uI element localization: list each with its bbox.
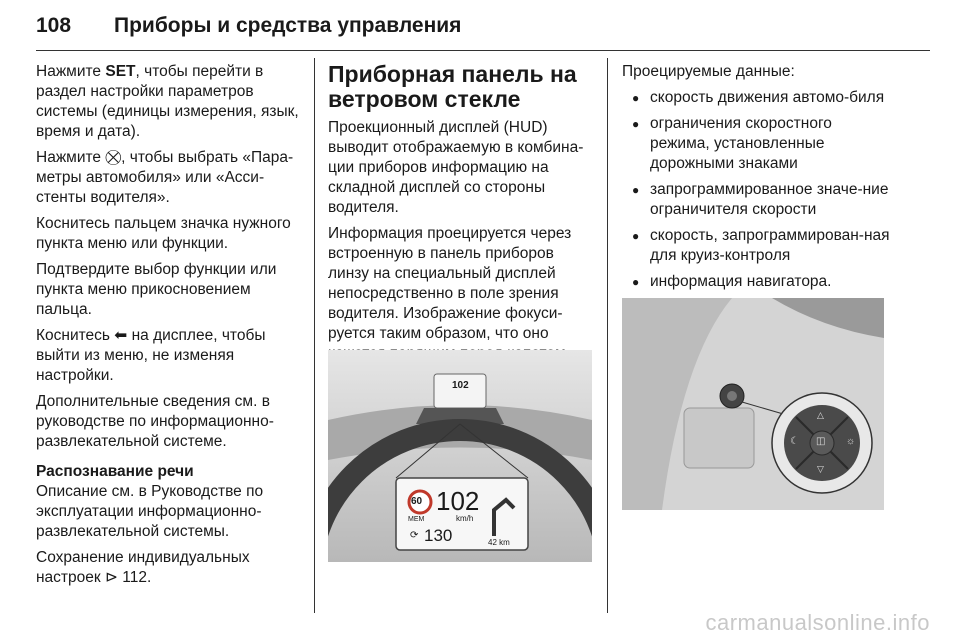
page-title: Приборы и средства управления — [114, 14, 462, 37]
list-item: ● скорость движения автомо-биля — [622, 88, 894, 108]
paragraph: Сохранение индивидуальных настроек ⊳ 112. — [36, 549, 250, 586]
paragraph: Нажмите ⛒, чтобы выбрать «Пара-метры автомобиля» или «Асси-стенты водителя». — [36, 149, 294, 206]
page-reference-icon: ⊳ — [104, 569, 118, 586]
hud-switch-drawing — [622, 298, 884, 510]
list-item: ● скорость, запрограммирован-ная для круиз-контроля — [622, 226, 894, 266]
paragraph: Нажмите SET, чтобы перейти в раздел настройки параметров системы (единицы измерения, язык, время и дата). — [36, 63, 299, 140]
section-title-hud: Приборная панель на ветровом стекле — [328, 61, 577, 112]
paragraph: Проекционный дисплей (HUD) выводит отображаемую в комбина-ции приборов информацию на складной дисплей со стороны водителя. — [328, 119, 584, 216]
column-left — [36, 62, 306, 594]
down-arrow-icon: ▽ — [817, 464, 824, 474]
vehicle-settings-icon: ⛒ — [105, 149, 122, 166]
cruise-control-icon: ⟳ — [410, 530, 419, 541]
up-arrow-icon: △ — [817, 410, 824, 420]
hud-small-speed: 102 — [452, 380, 469, 391]
hud-illustration — [328, 350, 592, 562]
subheading-voice-recognition: Распознавание речи — [36, 463, 194, 480]
paragraph: Информация проецируется через встроенную в панель приборов линзу на специальный дисплей непосредственно в поле зрения водителя. Изображение фокуси-руется таким образом, что оно — [328, 225, 572, 342]
speed-unit: km/h — [456, 514, 474, 523]
paragraph: Коснитесь ⬅ на дисплее, чтобы выйти из меню, не изменяя настройки. — [36, 327, 266, 384]
set-button-label: SET — [105, 63, 136, 80]
paragraph: Подтвердите выбор функции или пункта меню прикосновением пальца. — [36, 261, 277, 318]
memory-label: MEM — [408, 516, 425, 523]
hud-speed: 102 — [436, 486, 480, 516]
column-divider — [607, 58, 608, 613]
column-right — [622, 62, 894, 298]
list-item: ● информация навигатора. — [622, 272, 894, 292]
hud-mode-icon: ◫ — [816, 436, 826, 447]
paragraph: Коснитесь пальцем значка нужного пункта меню или функции. — [36, 215, 291, 252]
page-number: 108 — [36, 14, 72, 37]
projected-data-list — [622, 88, 894, 292]
column-divider — [314, 58, 315, 613]
navigation-distance: 42 km — [488, 538, 510, 547]
speed-limit-sign: 60 — [411, 496, 423, 507]
paragraph: Дополнительные сведения см. в руководстве по информационно-развлекательной системе. — [36, 393, 274, 450]
cruise-speed: 130 — [424, 526, 453, 545]
list-item: ● запрограммированное значе-ние ограничителя скорости — [622, 180, 894, 220]
paragraph: Описание см. в Руководстве по эксплуатации информационно-развлекательной системы. — [36, 483, 264, 540]
watermark: carmanualsonline.info — [705, 610, 930, 635]
brightness-icon: ☼ — [846, 436, 856, 447]
hud-control-illustration — [622, 298, 884, 510]
page-header — [36, 14, 930, 51]
paragraph: Проецируемые данные: — [622, 63, 795, 80]
back-arrow-icon: ⬅ — [114, 327, 128, 344]
list-item: ● ограничения скоростного режима, установленные дорожными знаками — [622, 114, 894, 174]
night-mode-icon: ☾ — [790, 436, 799, 447]
column-middle — [328, 62, 596, 370]
